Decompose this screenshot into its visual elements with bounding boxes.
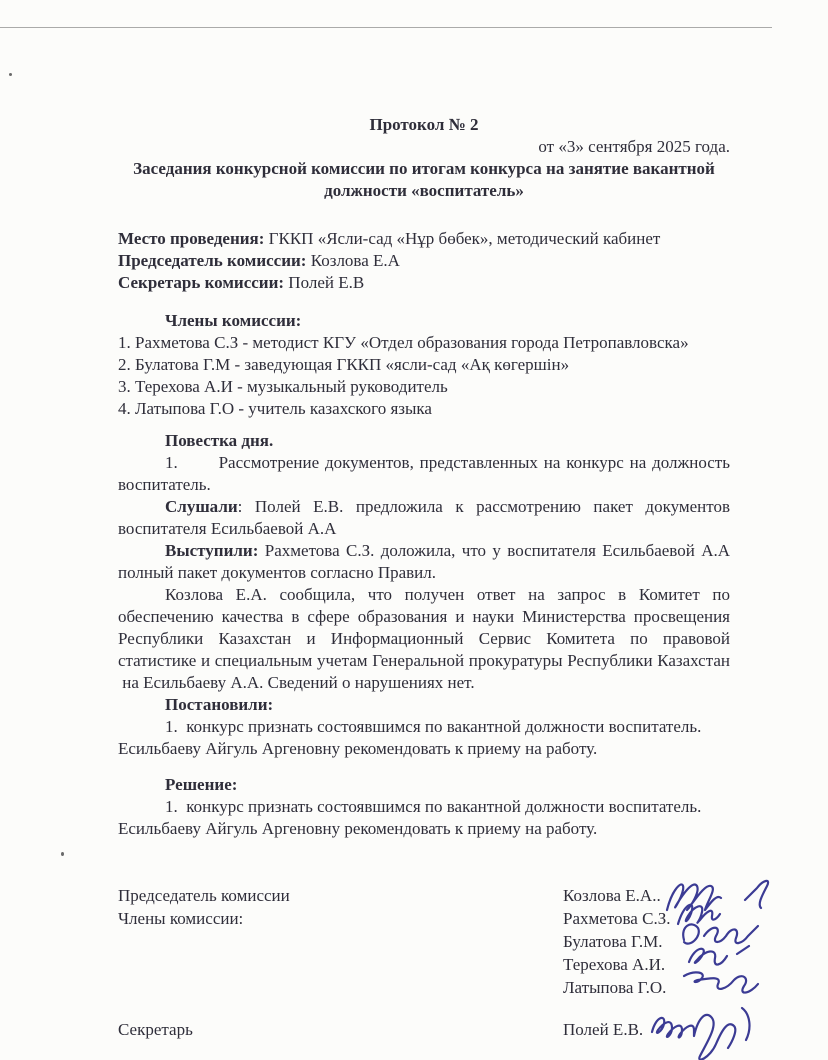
paragraph-heard: [118, 496, 730, 540]
signature-name-rakhmetova: Рахметова С.З.: [563, 909, 671, 928]
document-body: [118, 114, 730, 840]
agenda-item: 1. Рассмотрение документов, представленных на конкурс на должность воспитатель.: [118, 453, 730, 494]
member-item: 4. Латыпова Г.О - учитель казахского языка: [118, 399, 432, 418]
paragraph-spoke: [118, 540, 730, 584]
signature-bulatova: [676, 916, 768, 956]
signature-terekhova: [681, 940, 757, 974]
meta-chair: [118, 250, 730, 272]
document-subtitle: Заседания конкурсной комиссии по итогам конкурса на занятие вакантной должности «воспитатель»: [133, 159, 715, 200]
member-item: 2. Булатова Г.М - заведующая ГККП «ясли-сад «Ақ көгершін»: [118, 355, 570, 374]
meta-secretary: [118, 272, 730, 294]
spoke-label: Выступили:: [165, 541, 259, 560]
signature-name-kozlova: Козлова Е.А..: [563, 886, 661, 905]
heard-label: Слушали: [165, 497, 238, 516]
signature-labels: [118, 884, 290, 930]
chair-signature-label: Председатель комиссии: [118, 886, 290, 905]
heard-text: : Полей Е.В. предложила к рассмотрению пакет документов воспитателя Есильбаевой А.А: [118, 497, 730, 538]
meta-location: [118, 228, 730, 250]
scan-artifact-dot: [61, 852, 64, 856]
meta-secretary-value: Полей Е.В: [284, 273, 365, 292]
member-item: 3. Терехова А.И - музыкальный руководитель: [118, 377, 448, 396]
signature-names: [563, 884, 670, 999]
signature-latypova: [678, 966, 764, 1002]
members-signature-label: Члены комиссии:: [118, 909, 244, 928]
decision-heading: Решение:: [165, 775, 238, 794]
resolved-text: 1. конкурс признать состоявшимся по вакантной должности воспитатель. Есильбаеву Айгуль Аргеновну рекомендовать к приему на работу.: [118, 717, 702, 758]
decision-text: 1. конкурс признать состоявшимся по вакантной должности воспитатель. Есильбаеву Айгуль Аргеновну рекомендовать к приему на работу.: [118, 797, 702, 838]
spoke-text: Рахметова С.З. доложила, что у воспитателя Есильбаевой А.А полный пакет документов согласно Правил.: [118, 541, 730, 582]
meta-location-label: Место проведения:: [118, 229, 265, 248]
signature-name-bulatova: Булатова Г.М.: [563, 932, 663, 951]
scan-artifact-line: [0, 27, 772, 28]
signature-name-terekhova: Терехова А.И.: [563, 955, 666, 974]
signature-poley: [646, 1000, 766, 1060]
signature-block: [118, 884, 778, 1054]
secretary-signature-label: Секретарь: [118, 1020, 193, 1039]
signature-name-latypova: Латыпова Г.О.: [563, 978, 667, 997]
signature-kozlova: [661, 870, 781, 922]
scan-artifact-dot: [9, 73, 12, 76]
members-heading: Члены комиссии:: [165, 311, 302, 330]
meta-location-value: ГККП «Ясли-сад «Нұр бөбек», методический кабинет: [264, 229, 661, 248]
document-date: от «3» сентября 2025 года.: [538, 137, 730, 156]
signature-rakhmetova: [674, 896, 738, 930]
agenda-heading: Повестка дня.: [165, 431, 274, 450]
member-item: 1. Рахметова С.З - методист КГУ «Отдел образования города Петропавловска»: [118, 333, 689, 352]
signature-name-poley: Полей Е.В.: [563, 1020, 644, 1039]
meta-chair-value: Козлова Е.А: [306, 251, 400, 270]
meta-chair-label: Председатель комиссии:: [118, 251, 307, 270]
paragraph-kozlova-report: Козлова Е.А. сообщила, что получен ответ на запрос в Комитет по обеспечению качества в сфере образования и науки Министерства просвещения Республики Казахстан и Информационный Сервис Комитета по правовой статистике и специальным учетам Генеральной прокуратуры Республики Казахстан на Есильбаеву А.А. Сведений о нарушениях нет.: [118, 585, 730, 692]
meta-secretary-label: Секретарь комиссии:: [118, 273, 285, 292]
page-title: Протокол № 2: [369, 115, 479, 134]
resolved-heading: Постановили:: [165, 695, 274, 714]
